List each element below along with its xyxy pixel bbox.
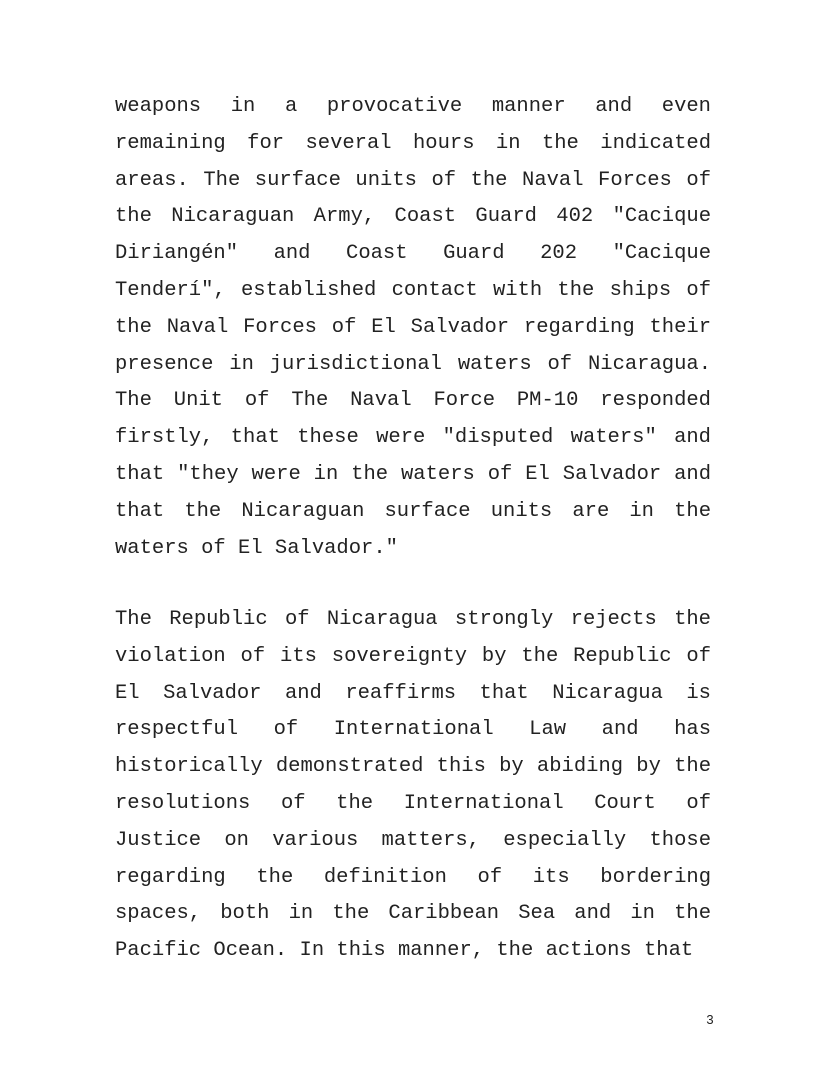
page-number: 3 (706, 1012, 714, 1027)
body-paragraph-1: weapons in a provocative manner and even remaining for several hours in the indicated areas. The surface units of the Naval Forces of the Nicaraguan Army, Coast Guard 402 "Cacique Diriangén" and Coast Guard 202 "Cacique Tenderí", established contact with the ships of the Naval Forces of El Salvador regarding their presence in jurisdictional waters of Nicaragua. The Unit of The Naval Force PM-10 responded firstly, that these were "disputed waters" and that "they were in the waters of El Salvador and that the Nicaraguan surface units are in the waters of El Salvador." (115, 95, 711, 560)
body-paragraph-2: The Republic of Nicaragua strongly rejects the violation of its sovereignty by the Republic of El Salvador and reaffirms that Nicaragua is respectful of International Law and has historically demonstrated this by abiding by the resolutions of the International Court of Justice on various matters, especially those regarding the definition of its bordering spaces, both in the Caribbean Sea and in the Pacific Ocean. In this manner, the actions that (115, 608, 711, 963)
